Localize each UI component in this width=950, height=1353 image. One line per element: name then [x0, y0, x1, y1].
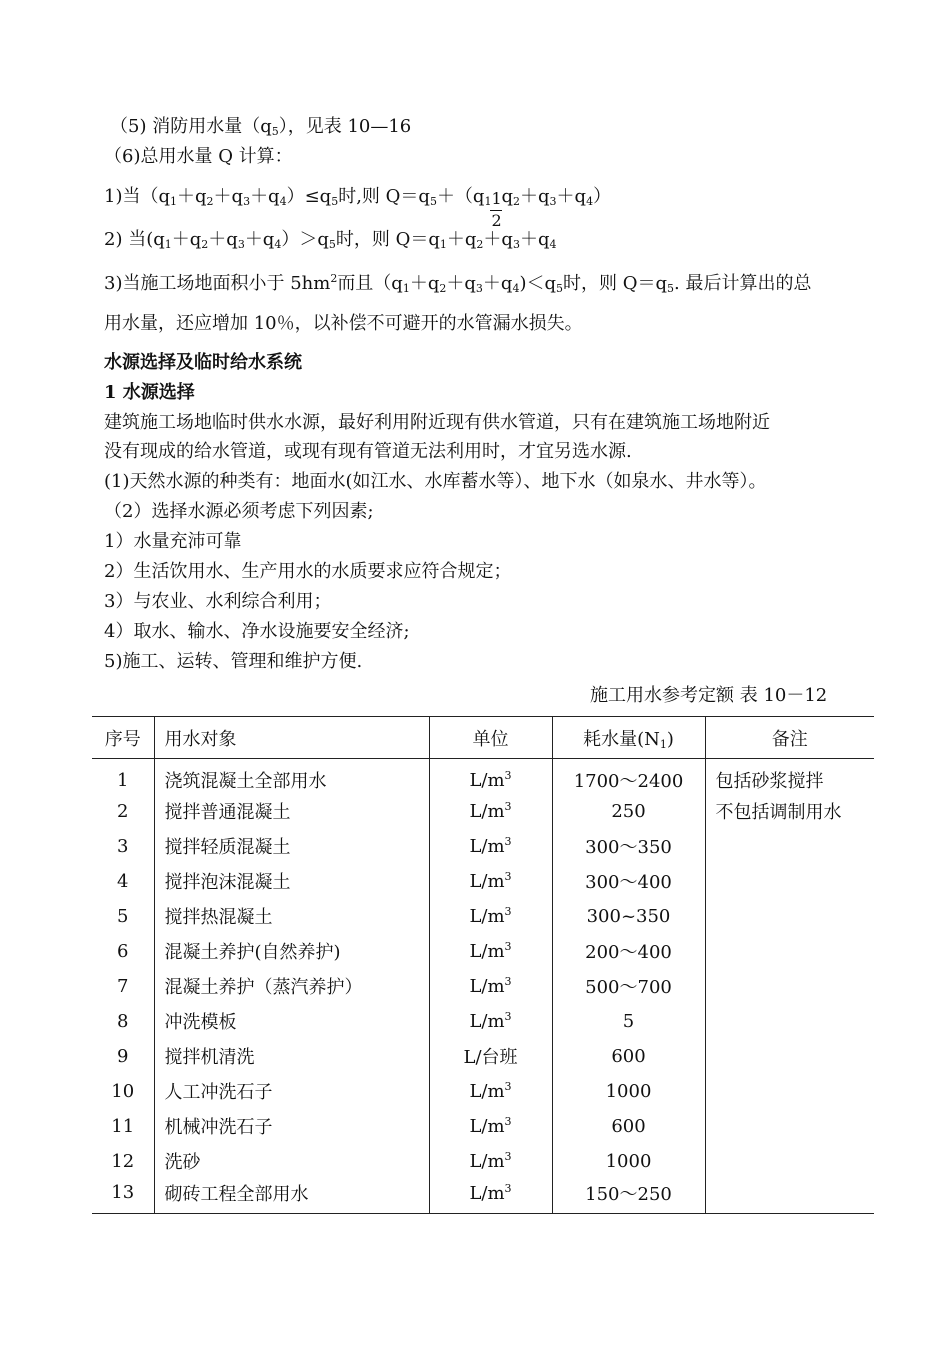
list-item: 1）水量充沛可靠 [104, 531, 242, 552]
cell-consumption: 1000 [552, 1074, 705, 1109]
text: （6)总用水量 Q 计算： [104, 146, 293, 167]
cell-object: 搅拌泡沫混凝土 [154, 864, 429, 899]
cell-unit [429, 969, 552, 1004]
list-item: 5)施工、运转、管理和维护方便. [104, 651, 363, 672]
text: 时，则 Q＝q [335, 229, 440, 250]
text: 2) 当(q [104, 229, 165, 250]
cell-consumption: 200～400 [552, 934, 705, 969]
table-row [92, 829, 874, 864]
table-row [92, 1179, 874, 1214]
header-consumption [552, 717, 705, 759]
cell-note [705, 1144, 874, 1179]
superscript: 3 [504, 905, 512, 918]
text: ＋q [446, 229, 477, 250]
cell-unit [429, 1039, 552, 1074]
cell-unit [429, 759, 552, 794]
cell-consumption: 300～350 [552, 829, 705, 864]
cell-no: 2 [117, 800, 129, 822]
cell-object: 洗砂 [154, 1144, 429, 1179]
cell-unit [429, 1179, 552, 1214]
text: L/m [469, 1182, 505, 1204]
cell-no: 3 [117, 835, 129, 857]
text: L/m [469, 941, 505, 962]
text: 3)当施工场地面积小于 5hm [104, 273, 331, 294]
text: ＋q [519, 229, 550, 250]
header-note: 备注 [705, 717, 874, 759]
paragraph-1-line-1: 建筑施工场地临时供水水源，最好利用附近现有供水管道，只有在建筑施工场地附近 [104, 412, 770, 433]
cell-no: 8 [117, 1010, 129, 1032]
superscript: 3 [504, 769, 512, 783]
superscript: 3 [504, 835, 512, 848]
section-5-line: （5) 消防用水量$(q_5)$，见表 10—16 [110, 116, 412, 138]
cell-unit [429, 829, 552, 864]
text: L/m [469, 1116, 505, 1137]
condition-3-line-2 [104, 313, 583, 335]
cell-no: 6 [117, 940, 129, 962]
cell-note [705, 829, 874, 864]
header-no: 序号 [92, 717, 154, 759]
cell-consumption: 150～250 [552, 1179, 705, 1214]
cell-unit [429, 1109, 552, 1144]
paragraph-3: （2）选择水源必须考虑下列因素; [104, 501, 374, 522]
text: ） [593, 186, 612, 207]
cell-consumption: 300～400 [552, 864, 705, 899]
cell-note [705, 1074, 874, 1109]
cell-unit [429, 794, 552, 829]
paragraph-1-line-2: 没有现成的给水管道，或现有现有管道无法利用时，才宜另选水源. [104, 441, 632, 462]
cell-consumption: 250 [552, 794, 705, 829]
list-item: 2）生活饮用水、生产用水的水质要求应符合规定； [104, 561, 512, 582]
text: ＋q [483, 229, 513, 250]
cell-object: 混凝土养护（蒸汽养护） [154, 969, 429, 1004]
cell-note [705, 1039, 874, 1074]
cell-consumption: 500～700 [552, 969, 705, 1004]
table-row [92, 1039, 874, 1074]
text: L/台班 [463, 1047, 518, 1068]
superscript: 3 [504, 1080, 512, 1093]
superscript: 3 [504, 975, 512, 988]
list-item: 3）与农业、水利综合利用； [104, 591, 332, 612]
text: （5) 消防用水量（q [110, 116, 272, 137]
table-row [92, 759, 874, 794]
condition-1: 1)当$(q_1+q_2+q_3+q_4)\le q_5$时,则 $Q=q_5+(q_1$ $\frac{1}{2}$ $q_2+q_3+q_4$） [104, 186, 612, 230]
cell-consumption: 1700～2400 [552, 759, 705, 794]
cell-no: 13 [92, 1179, 154, 1214]
text: ）＞q [281, 229, 329, 250]
cell-object: 人工冲洗石子 [154, 1074, 429, 1109]
cell-object: 搅拌普通混凝土 [154, 794, 429, 829]
cell-consumption: 5 [552, 1004, 705, 1039]
section-6-line [104, 146, 293, 168]
text: ＋q [171, 229, 202, 250]
superscript: 3 [504, 1115, 512, 1128]
table-row [92, 864, 874, 899]
cell-unit [429, 934, 552, 969]
cell-note [705, 864, 874, 899]
cell-object: 搅拌机清洗 [154, 1039, 429, 1074]
text: L/m [469, 871, 505, 892]
text: L/m [469, 906, 505, 927]
cell-no: 7 [117, 975, 129, 997]
cell-object: 浇筑混凝土全部用水 [154, 759, 429, 794]
cell-consumption: 600 [552, 1039, 705, 1074]
cell-no: 11 [111, 1115, 135, 1137]
text: 时,则 Q＝q [338, 186, 430, 207]
text: L/m [469, 836, 505, 857]
text: L/m [469, 770, 505, 792]
superscript: 3 [504, 800, 512, 813]
cell-object: 机械冲洗石子 [154, 1109, 429, 1144]
cell-note [705, 934, 874, 969]
text: . 最后计算出的总 [674, 273, 812, 294]
text: 时，则 Q＝q [562, 273, 667, 294]
text: ＋q [520, 186, 550, 207]
cell-object: 混凝土养护(自然养护) [154, 934, 429, 969]
condition-2: 2) 当$(q_1+q_2+q_3+q_4)>q_5$时，则 $Q=q_1+q_2+q_3+q_4$ [104, 229, 557, 251]
subheading-source-selection: 1 水源选择 [104, 382, 195, 403]
cell-no: 9 [117, 1045, 129, 1067]
list-item: 4）取水、输水、净水设施要安全经济; [104, 621, 410, 642]
superscript: 3 [504, 1010, 512, 1023]
cell-object: 冲洗模板 [154, 1004, 429, 1039]
water-quota-table [92, 716, 874, 1214]
cell-no: 1 [117, 769, 129, 791]
text: ＋q [208, 229, 238, 250]
text: ＋q [177, 186, 207, 207]
superscript: 3 [504, 1150, 512, 1163]
table-row [92, 899, 874, 934]
cell-consumption: 600 [552, 1109, 705, 1144]
condition-3: 3)当施工场地面积小于 $5hm^2$而且$(q_1+q_2+q_3+q_4)<q_5$时，则 $Q=q_5$. 最后计算出的总 [104, 272, 812, 295]
cell-object: 搅拌轻质混凝土 [154, 829, 429, 864]
heading-water-source: 水源选择及临时给水系统 [104, 352, 302, 373]
text: ) [666, 728, 674, 750]
cell-note [705, 1004, 874, 1039]
cell-consumption: 300~350 [552, 899, 705, 934]
superscript: 3 [504, 870, 512, 883]
cell-no: 12 [111, 1150, 135, 1172]
text: )＜q [519, 273, 556, 294]
fraction-numerator: 1 [491, 189, 502, 208]
cell-object: 砌砖工程全部用水 [154, 1179, 429, 1214]
paragraph-2: (1)天然水源的种类有：地面水(如江水、水库蓄水等）、地下水（如泉水、井水等）。 [104, 471, 767, 492]
superscript: 3 [504, 1181, 512, 1195]
cell-note [705, 899, 874, 934]
cell-no: 5 [117, 905, 129, 927]
table-row [92, 1004, 874, 1039]
cell-unit [429, 899, 552, 934]
header-unit: 单位 [429, 717, 552, 759]
text: ＋（q [436, 186, 485, 207]
text: ＋q [250, 186, 280, 207]
text: 1)当（q [104, 186, 170, 207]
cell-unit [429, 1004, 552, 1039]
table-row [92, 1074, 874, 1109]
superscript: 3 [504, 940, 512, 953]
cell-note: 不包括调制用水 [705, 794, 874, 829]
cell-note: 包括砂浆搅拌 [705, 759, 874, 794]
table-row [92, 794, 874, 829]
table-caption: 施工用水参考定额 表 10－12 [590, 685, 828, 706]
subscript: 1 [659, 737, 667, 751]
cell-consumption: 1000 [552, 1144, 705, 1179]
text: 用水量，还应增加 10％，以补偿不可避开的水管漏水损失。 [104, 313, 583, 334]
text: L/m [469, 1151, 505, 1172]
text: L/m [469, 1011, 505, 1032]
cell-note [705, 1179, 874, 1214]
cell-note [705, 1109, 874, 1144]
text: q [501, 186, 513, 207]
text: ＋q [244, 229, 275, 250]
cell-unit [429, 864, 552, 899]
table-row [92, 969, 874, 1004]
cell-note [705, 969, 874, 1004]
table-header-row [92, 717, 874, 759]
text: ＋q [446, 273, 476, 294]
text: L/m [469, 801, 505, 822]
text: ＋q [409, 273, 440, 294]
header-object: 用水对象 [154, 717, 429, 759]
text: L/m [469, 1081, 505, 1102]
text: ＋q [482, 273, 513, 294]
cell-no: 10 [111, 1080, 135, 1102]
text: ＋q [556, 186, 587, 207]
superscript: 2 [330, 272, 338, 285]
cell-object: 搅拌热混凝土 [154, 899, 429, 934]
cell-no: 4 [117, 870, 129, 892]
cell-unit [429, 1074, 552, 1109]
table-row [92, 1144, 874, 1179]
text: L/m [469, 976, 505, 997]
text: ）≤q [286, 186, 332, 207]
text: ＋q [213, 186, 244, 207]
cell-unit [429, 1144, 552, 1179]
text: 耗水量(N [583, 728, 660, 750]
text: 而且（q [337, 273, 403, 294]
table-row [92, 1109, 874, 1144]
text: ），见表 10—16 [278, 116, 412, 137]
table-row [92, 934, 874, 969]
fraction-denominator: 2 [491, 211, 502, 230]
